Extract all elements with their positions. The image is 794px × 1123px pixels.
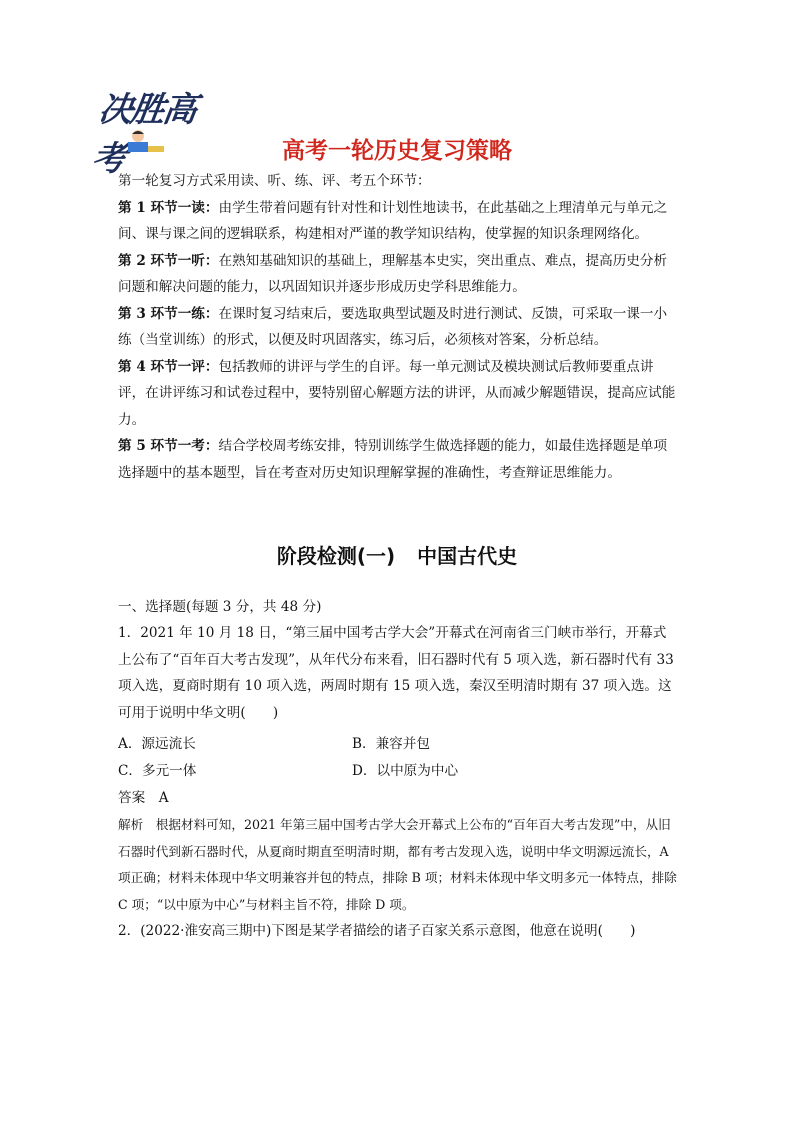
intro-block	[118, 168, 678, 486]
step-1	[118, 195, 678, 248]
step-3	[118, 301, 678, 354]
step-4	[118, 354, 678, 434]
page-title: 高考一轮历史复习策略	[282, 138, 512, 164]
step-text: 结合学校周考练安排，特别训练学生做选择题的能力，如最佳选择题是单项选择题中的基本题型，旨在考查对历史知识理解掌握的准确性，考查辩证思维能力。	[118, 438, 668, 481]
step-text: 由学生带着问题有针对性和计划性地读书，在此基础之上理清单元与单元之间、课与课之间的逻辑联系，构建相对严谨的教学知识结构，使掌握的知识条理网络化。	[118, 199, 668, 242]
step-2	[118, 248, 678, 301]
step-label: 第 1 环节一读：	[118, 199, 219, 216]
step-text: 包括教师的讲评与学生的自评。每一单元测试及模块测试后教师要重点讲评，在讲评练习和试卷过程中，要特别留心解题方法的讲评，从而减少解题错误，提高应试能力。	[118, 358, 676, 428]
question-1-analysis: 解析 根据材料可知，2021 年第三届中国考古学大会开幕式上公布的“百年百大考古发现”中，从旧石器时代到新石器时代，从夏商时期直至明清时期，都有考古发现入选，说明中华文明源远流长，A 项正确；材料未体现中华文明兼容并包的特点，排除 B 项；材料未体现中华文明多元一体特点，排除 C 项；“以中原为中心”与材料主旨不符，排除 D 项。	[118, 817, 677, 912]
step-label: 第 5 环节一考：	[118, 438, 219, 454]
step-label: 第 4 环节一评：	[118, 358, 219, 375]
logo-text: 决胜高考	[89, 90, 198, 179]
step-text: 在课时复习结束后，要选取典型试题及时进行测试、反馈，可采取一课一小练（当堂训练）的形式，以便及时巩固落实，练习后，必须核对答案，分析总结。	[118, 305, 668, 348]
step-label: 第 3 环节一练：	[118, 305, 219, 322]
option-a: A．源远流长	[118, 736, 196, 752]
question-group-header: 一、选择题(每题 3 分，共 48 分)	[118, 599, 322, 615]
option-b: B．兼容并包	[352, 736, 430, 752]
question-2-stem: 2．(2022·淮安高三期中)下图是某学者描绘的诸子百家关系示意图，他意在说明( )	[118, 923, 636, 939]
section-title	[0, 540, 794, 569]
step-label: 第 2 环节一听：	[118, 252, 219, 269]
question-1-answer: 答案 A	[118, 790, 169, 806]
intro-lead: 第一轮复习方式采用读、听、练、评、考五个环节：	[118, 173, 431, 189]
step-5	[118, 433, 678, 486]
option-c: C．多元一体	[118, 763, 197, 779]
step-text: 在熟知基础知识的基础上，理解基本史实，突出重点、难点，提高历史分析问题和解决问题的能力，以巩固知识并逐步形成历史学科思维能力。	[118, 252, 668, 295]
question-1-stem: 1．2021 年 10 月 18 日，“第三届中国考古学大会”开幕式在河南省三门峡市举行，开幕式上公布了“百年百大考古发现”，从年代分布来看，旧石器时代有 5 项入选，新石器时代有 33 项入选，夏商时期有 10 项入选，两周时期有 15 项入选，秦汉至明清时期有 37 项入选。这可用于说明中华文明( )	[118, 625, 674, 721]
option-d: D．以中原为中心	[352, 763, 459, 779]
section-title-part2: 中国古代史	[417, 544, 518, 568]
section-title-part1: 阶段检测(一)	[276, 544, 396, 568]
